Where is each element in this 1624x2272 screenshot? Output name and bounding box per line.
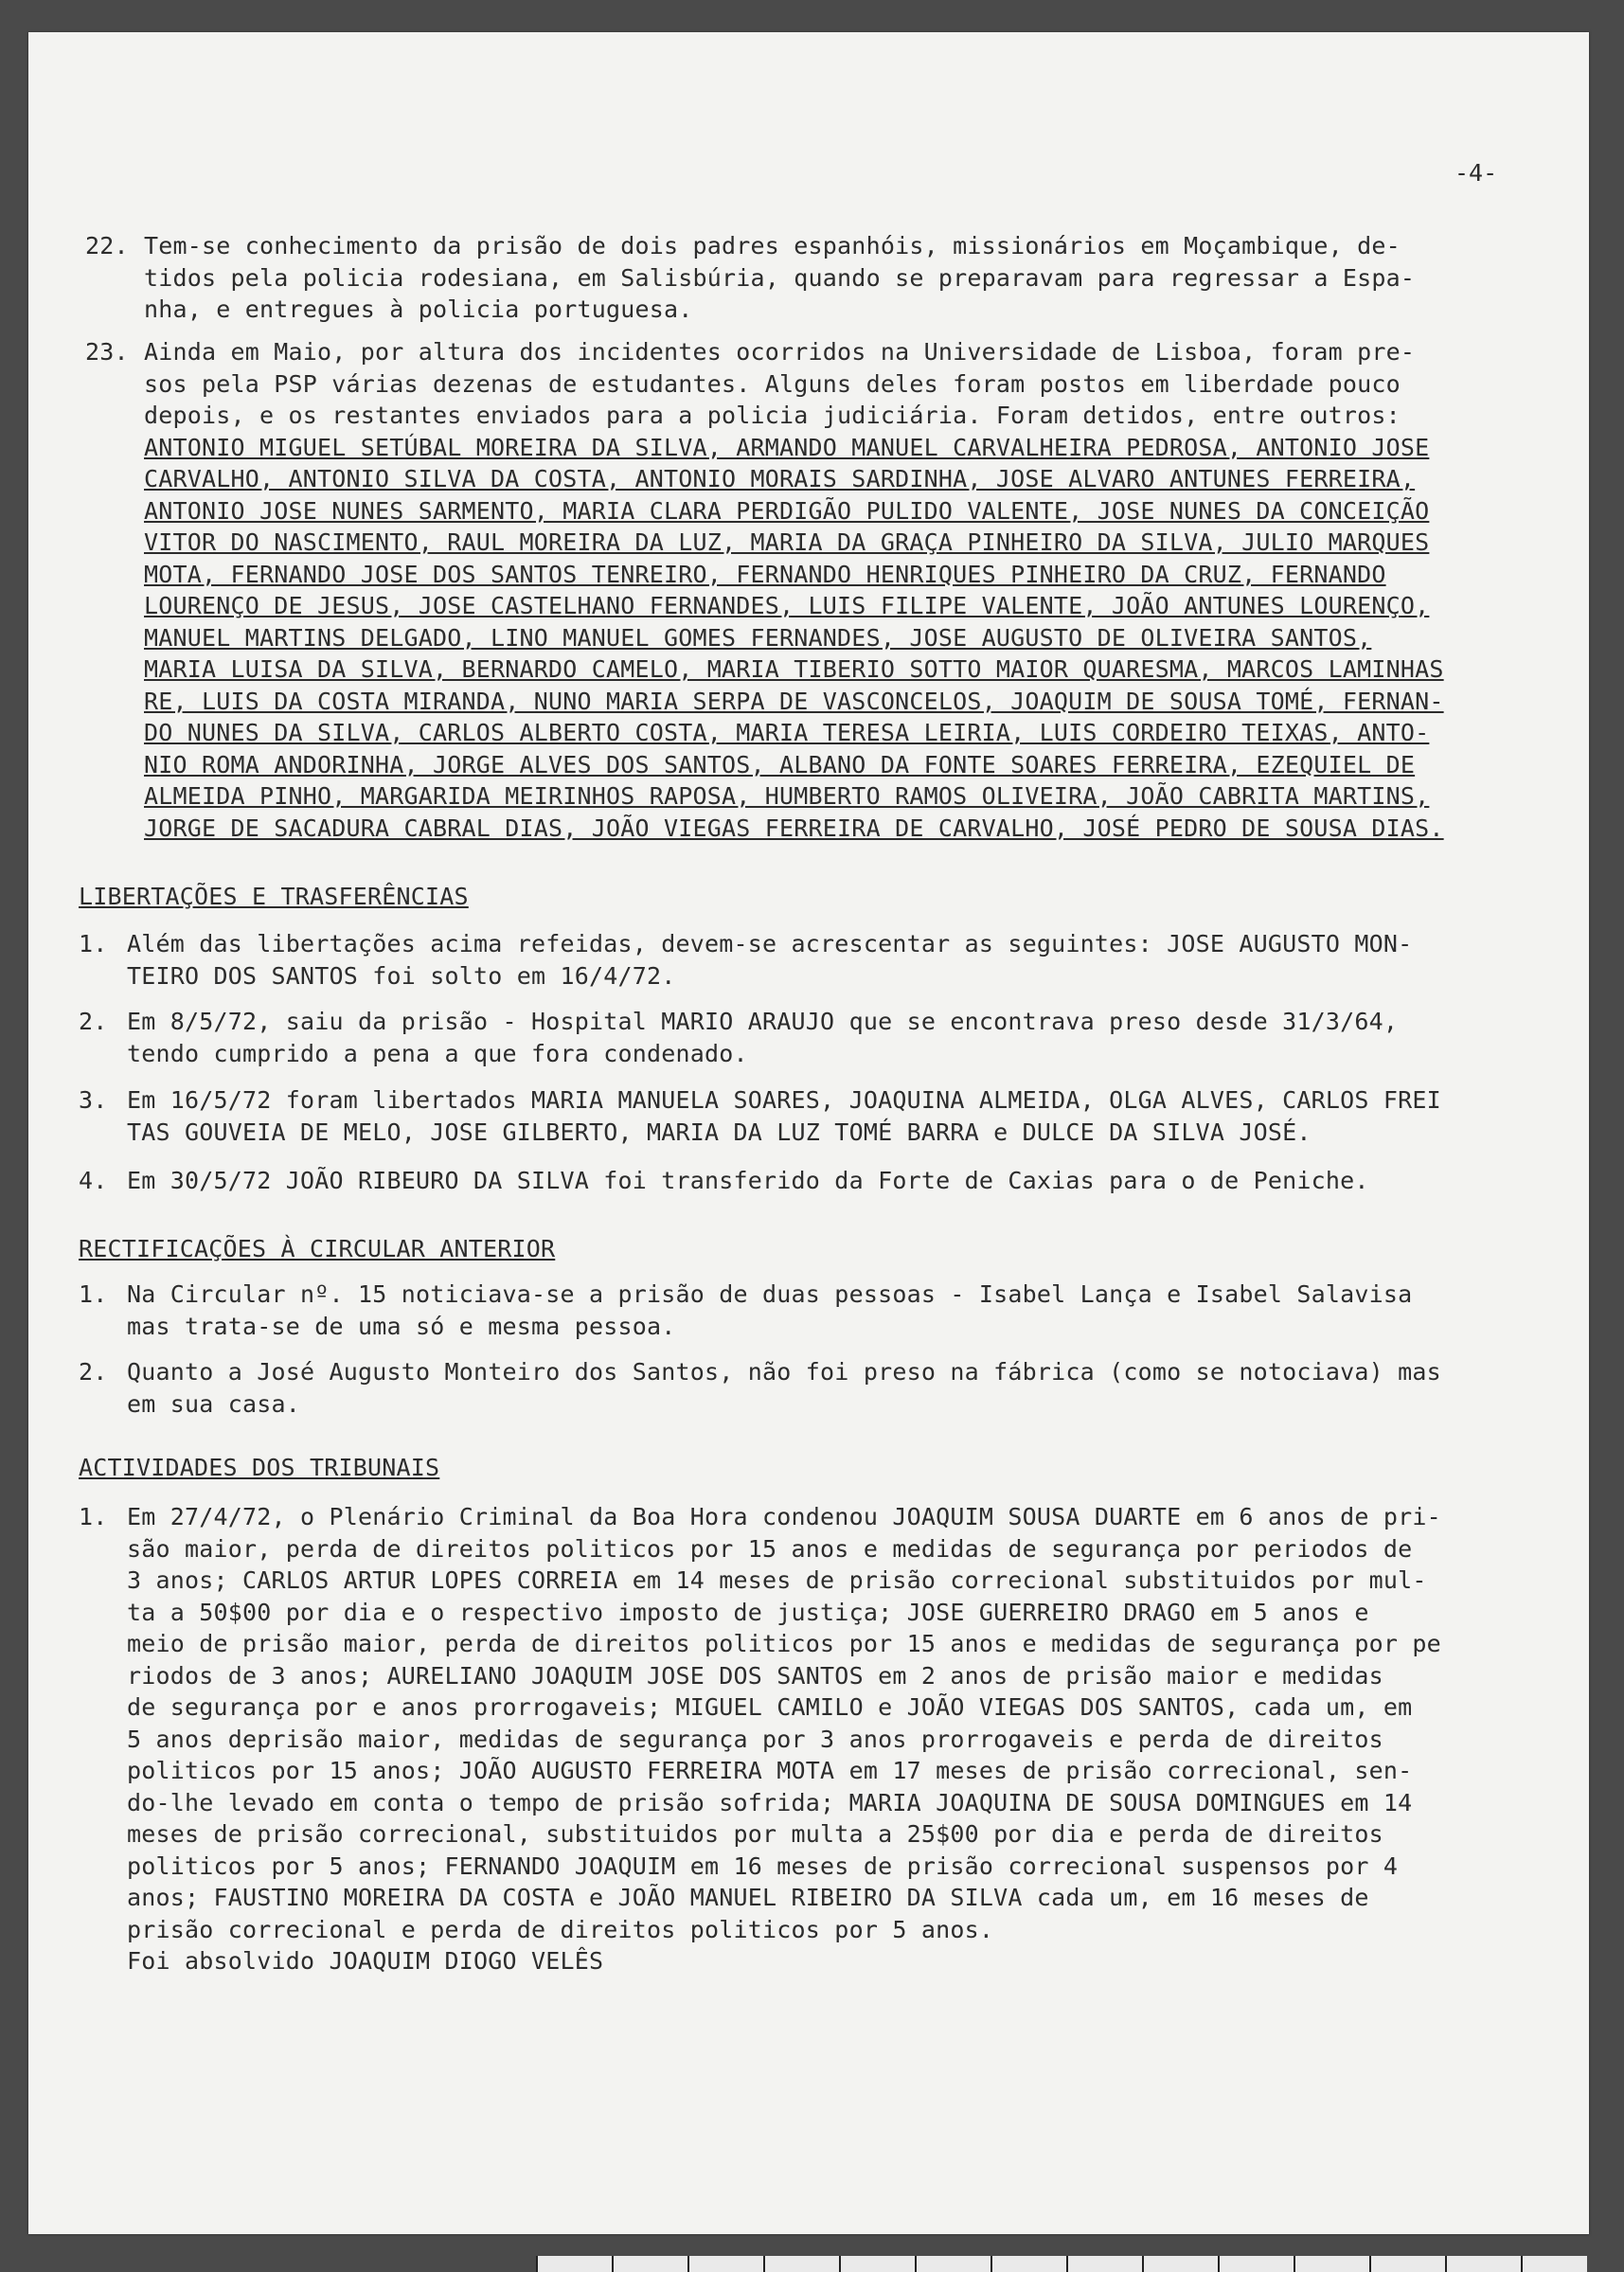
text-line: anos; FAUSTINO MOREIRA DA COSTA e JOÃO MANUEL RIBEIRO DA SILVA cada um, em 16 meses de — [127, 1884, 1369, 1911]
text-line: prisão correcional e perda de direitos politicos por 5 anos. — [127, 1915, 994, 1943]
text-line: tidos pela policia rodesiana, em Salisbúria, quando se preparavam para regressar a Espa- — [144, 263, 1416, 292]
paragraph-number: 22. — [85, 232, 129, 259]
text-line: meses de prisão correcional, substituidos por multa a 25$00 por dia e perda de direitos — [127, 1820, 1383, 1848]
detainee-names-line: DO NUNES DA SILVA, CARLOS ALBERTO COSTA, MARIA TERESA LEIRIA, LUIS CORDEIRO TEIXAS, ANTO- — [144, 719, 1430, 746]
text-line: riodos de 3 anos; AURELIANO JOAQUIM JOSE DOS SANTOS em 2 anos de prisão maior e medidas — [127, 1661, 1383, 1690]
detainee-names-line: MOTA, FERNANDO JOSE DOS SANTOS TENREIRO, FERNANDO HENRIQUES PINHEIRO DA CRUZ, FERNANDO — [144, 560, 1386, 588]
scale-tick — [687, 2256, 689, 2272]
detainee-names-line: ANTONIO MIGUEL SETÚBAL MOREIRA DA SILVA, ARMANDO MANUEL CARVALHEIRA PEDROSA, ANTONIO JOSE — [144, 433, 1430, 461]
scan-scale-bar — [536, 2256, 1587, 2272]
scale-tick — [990, 2256, 992, 2272]
text-line: Quanto a José Augusto Monteiro dos Santos, não foi preso na fábrica (como se notociava) mas — [127, 1358, 1441, 1386]
text-line: em sua casa. — [127, 1389, 301, 1418]
detainee-names-line: MANUEL MARTINS DELGADO, LINO MANUEL GOMES FERNANDES, JOSE AUGUSTO DE OLIVEIRA SANTOS, — [144, 623, 1372, 652]
text-line: Foi absolvido JOAQUIM DIOGO VELÊS — [127, 1947, 604, 1975]
scale-tick — [1218, 2256, 1220, 2272]
text-line: meio de prisão maior, perda de direitos politicos por 15 anos e medidas de segurança por pe — [127, 1630, 1441, 1657]
text-line: mas trata-se de uma só e mesma pessoa. — [127, 1312, 676, 1340]
scale-tick — [1521, 2256, 1523, 2272]
page-number: -4- — [1454, 159, 1498, 187]
detainee-names-line: NIO ROMA ANDORINHA, JORGE ALVES DOS SANTOS, ALBANO DA FONTE SOARES FERREIRA, EZEQUIEL DE — [144, 750, 1416, 778]
detainee-names-line: CARVALHO, ANTONIO SILVA DA COSTA, ANTONIO MORAIS SARDINHA, JOSE ALVARO ANTUNES FERREIRA, — [144, 465, 1416, 492]
text-line: 3 anos; CARLOS ARTUR LOPES CORREIA em 14 meses de prisão correcional substituidos por mul- — [127, 1566, 1427, 1594]
section-heading: LIBERTAÇÕES E TRASFERÊNCIAS — [79, 883, 469, 910]
detainee-names-line: RE, LUIS DA COSTA MIRANDA, NUNO MARIA SERPA DE VASCONCELOS, JOAQUIM DE SOUSA TOMÉ, FERNAN- — [144, 687, 1444, 715]
text-line: ta a 50$00 por dia e o respectivo imposto de justiça; JOSE GUERREIRO DRAGO em 5 anos e — [127, 1598, 1369, 1626]
item-number: 1. — [79, 930, 108, 957]
text-line: são maior, perda de direitos politicos por 15 anos e medidas de segurança por periodos de — [127, 1534, 1413, 1563]
detainee-names-line: ALMEIDA PINHO, MARGARIDA MEIRINHOS RAPOSA, HUMBERTO RAMOS OLIVEIRA, JOÃO CABRITA MARTINS, — [144, 782, 1430, 810]
text-line: sos pela PSP várias dezenas de estudantes. Alguns deles foram postos em liberdade pouco — [144, 369, 1401, 398]
section-heading: RECTIFICAÇÕES À CIRCULAR ANTERIOR — [79, 1235, 556, 1262]
text-line: Em 8/5/72, saiu da prisão - Hospital MARIO ARAUJO que se encontrava preso desde 31/3/64, — [127, 1008, 1399, 1035]
scale-tick — [1294, 2256, 1295, 2272]
text-line: Ainda em Maio, por altura dos incidentes ocorridos na Universidade de Lisboa, foram pre- — [144, 338, 1416, 366]
item-number: 2. — [79, 1358, 108, 1386]
text-line: TEIRO DOS SANTOS foi solto em 16/4/72. — [127, 961, 676, 990]
scale-tick — [1142, 2256, 1144, 2272]
scale-tick — [839, 2256, 841, 2272]
text-line: politicos por 15 anos; JOÃO AUGUSTO FERREIRA MOTA em 17 meses de prisão correcional, sen- — [127, 1757, 1413, 1784]
text-line: do-lhe levado em conta o tempo de prisão sofrida; MARIA JOAQUINA DE SOUSA DOMINGUES em 14 — [127, 1788, 1413, 1816]
text-line: 5 anos deprisão maior, medidas de segurança por 3 anos prorrogaveis e perda de direitos — [127, 1725, 1383, 1753]
item-number: 3. — [79, 1086, 108, 1114]
detainee-names-line: ANTONIO JOSE NUNES SARMENTO, MARIA CLARA PERDIGÃO PULIDO VALENTE, JOSE NUNES DA CONCEIÇÃO — [144, 496, 1430, 525]
text-line: TAS GOUVEIA DE MELO, JOSE GILBERTO, MARIA DA LUZ TOMÉ BARRA e DULCE DA SILVA JOSÉ. — [127, 1118, 1312, 1146]
item-number: 1. — [79, 1503, 108, 1530]
text-line: politicos por 5 anos; FERNANDO JOAQUIM em 16 meses de prisão correcional suspensos por 4 — [127, 1852, 1399, 1880]
scale-tick — [612, 2256, 614, 2272]
paragraph-number: 23. — [85, 338, 129, 366]
text-line: nha, e entregues à policia portuguesa. — [144, 295, 693, 323]
section-heading: ACTIVIDADES DOS TRIBUNAIS — [79, 1454, 440, 1481]
text-line: tendo cumprido a pena a que fora condenado. — [127, 1039, 748, 1067]
scale-tick — [1445, 2256, 1447, 2272]
scale-tick — [1066, 2256, 1068, 2272]
text-line: Na Circular nº. 15 noticiava-se a prisão de duas pessoas - Isabel Lança e Isabel Salavisa — [127, 1280, 1413, 1308]
text-line: Em 16/5/72 foram libertados MARIA MANUELA SOARES, JOAQUINA ALMEIDA, OLGA ALVES, CARLOS FREI — [127, 1086, 1441, 1114]
scale-tick — [915, 2256, 917, 2272]
text-line: Em 27/4/72, o Plenário Criminal da Boa Hora condenou JOAQUIM SOUSA DUARTE em 6 anos de pri- — [127, 1503, 1441, 1530]
text-line: depois, e os restantes enviados para a policia judiciária. Foram detidos, entre outros: — [144, 402, 1401, 429]
item-number: 4. — [79, 1167, 108, 1194]
detainee-names-line: JORGE DE SACADURA CABRAL DIAS, JOÃO VIEGAS FERREIRA DE CARVALHO, JOSÉ PEDRO DE SOUSA DIAS. — [144, 814, 1444, 842]
scale-tick — [536, 2256, 538, 2272]
item-number: 2. — [79, 1008, 108, 1035]
text-line: Em 30/5/72 JOÃO RIBEURO DA SILVA foi transferido da Forte de Caxias para o de Peniche. — [127, 1167, 1369, 1194]
scale-tick — [1369, 2256, 1371, 2272]
detainee-names-line: VITOR DO NASCIMENTO, RAUL MOREIRA DA LUZ, MARIA DA GRAÇA PINHEIRO DA SILVA, JULIO MARQUES — [144, 528, 1430, 556]
text-line: Tem-se conhecimento da prisão de dois padres espanhóis, missionários em Moçambique, de- — [144, 232, 1401, 259]
detainee-names-line: MARIA LUISA DA SILVA, BERNARDO CAMELO, MARIA TIBERIO SOTTO MAIOR QUARESMA, MARCOS LAMINHAS — [144, 655, 1444, 683]
detainee-names-line: LOURENÇO DE JESUS, JOSE CASTELHANO FERNANDES, LUIS FILIPE VALENTE, JOÃO ANTUNES LOURENÇO, — [144, 592, 1430, 619]
item-number: 1. — [79, 1280, 108, 1308]
scale-tick — [763, 2256, 765, 2272]
text-line: de segurança por e anos prorrogaveis; MIGUEL CAMILO e JOÃO VIEGAS DOS SANTOS, cada um, em — [127, 1693, 1413, 1721]
text-line: Além das libertações acima refeidas, devem-se acrescentar as seguintes: JOSE AUGUSTO MON- — [127, 930, 1413, 957]
